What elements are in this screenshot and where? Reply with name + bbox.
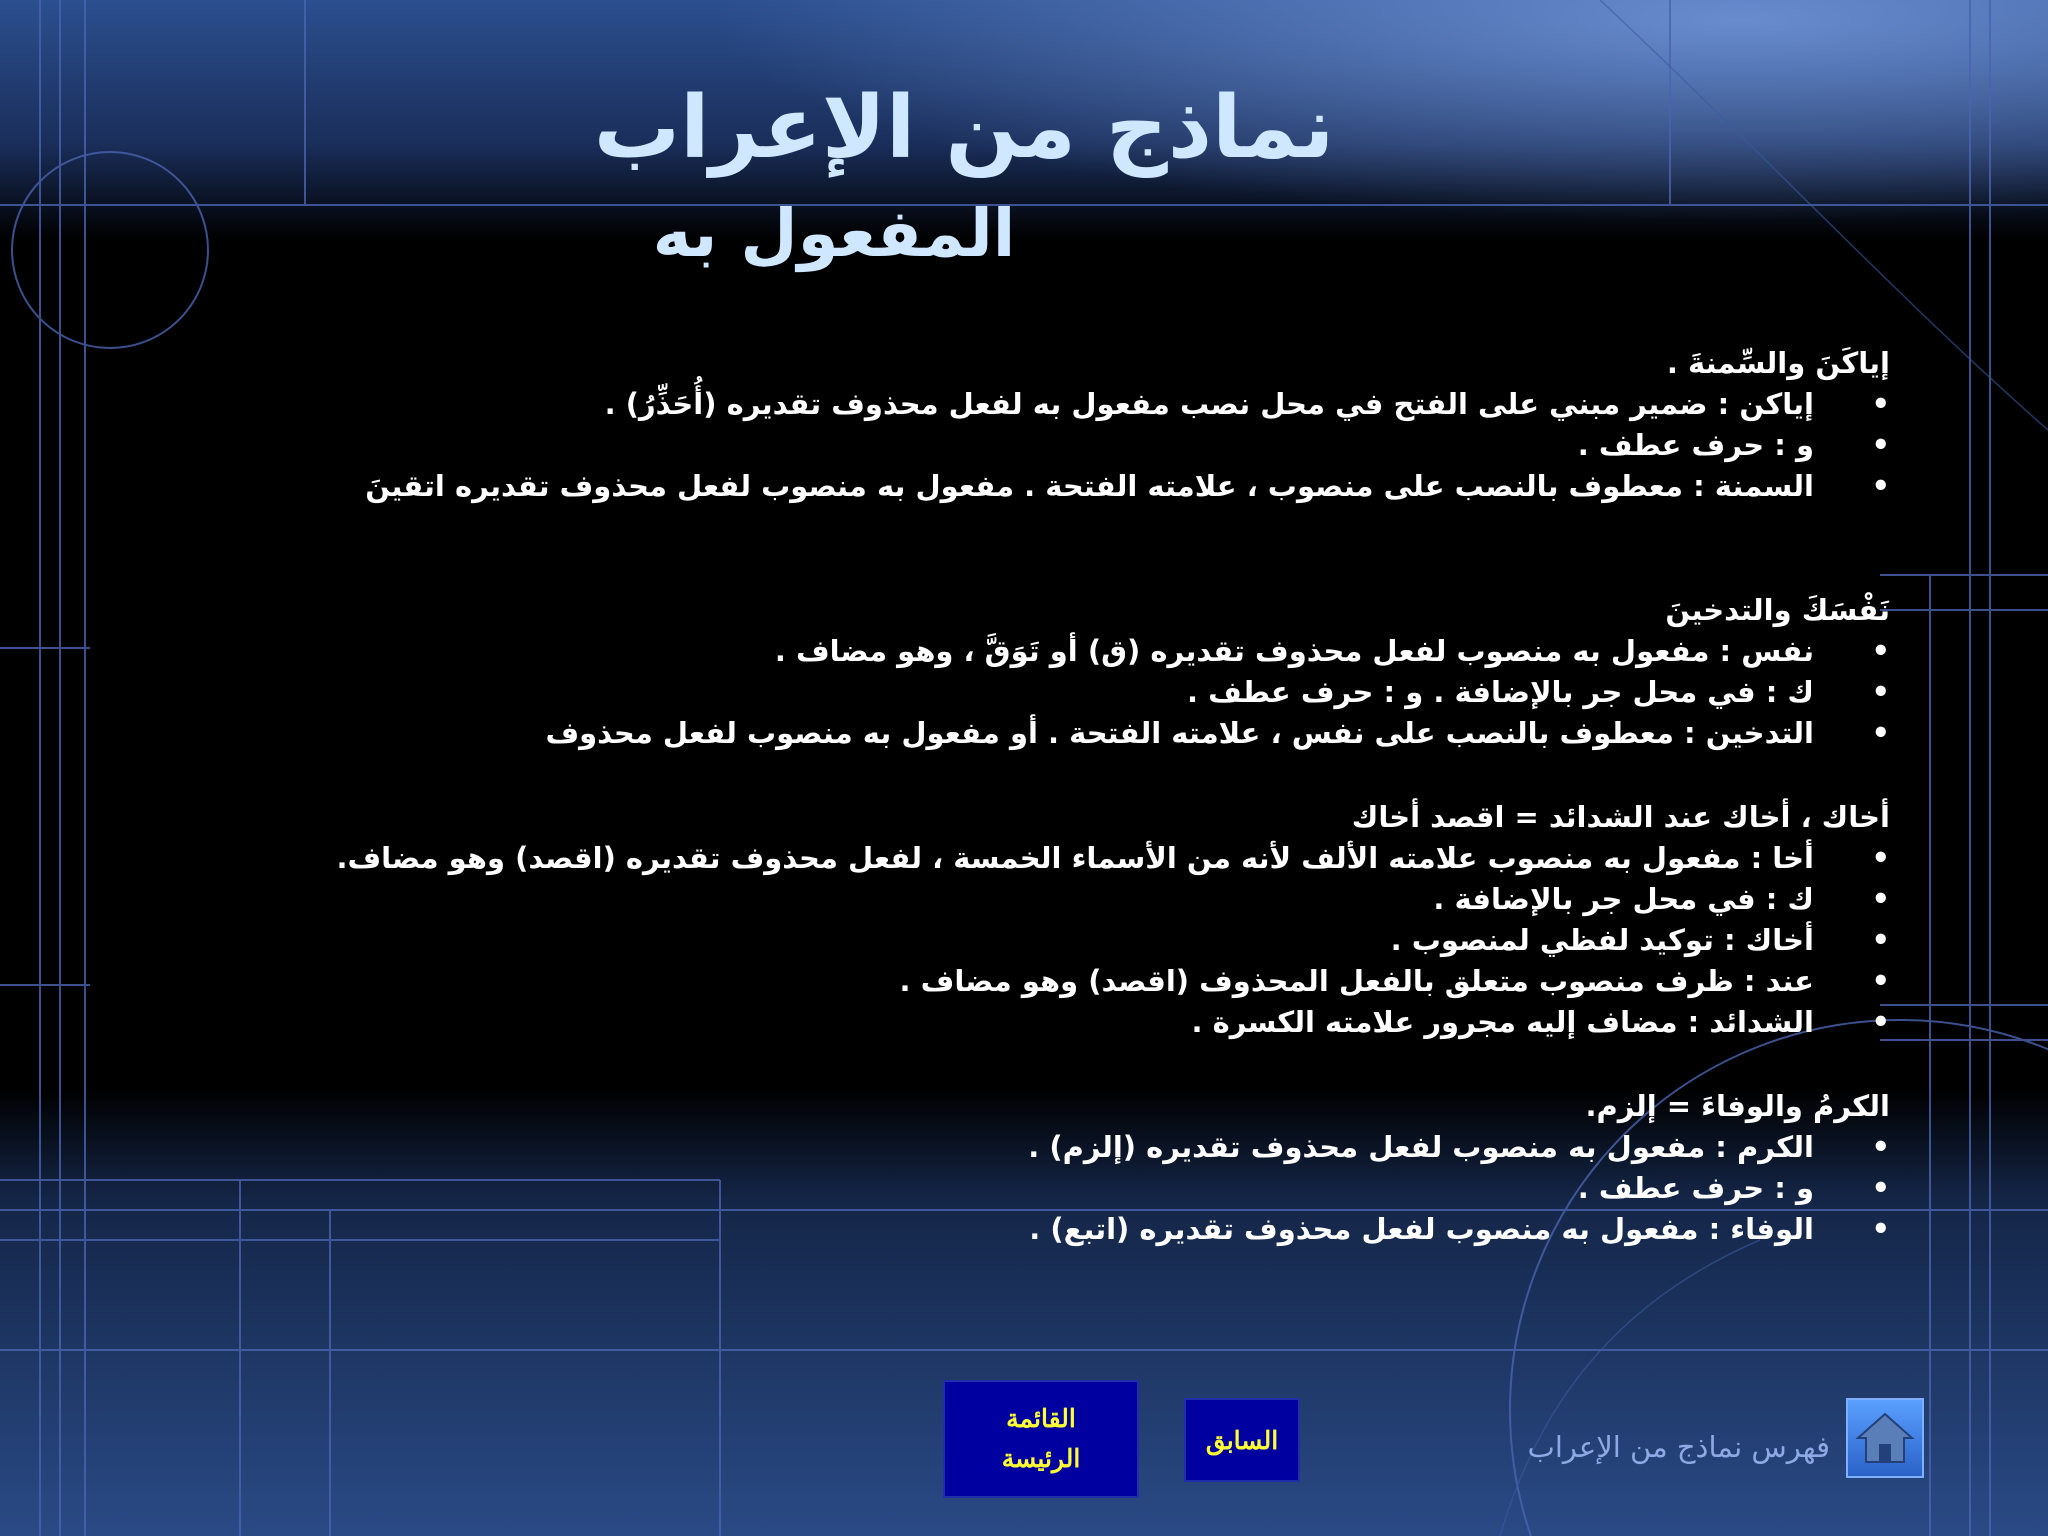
example-heading: إياكَنَ والسِّمنةَ .	[1666, 346, 1890, 380]
main-menu-button[interactable]	[943, 1380, 1139, 1498]
parsing-list	[90, 838, 1890, 1043]
page-title: نماذج من الإعراب	[593, 78, 1335, 178]
example-section	[90, 796, 1890, 1043]
list-item: • الشدائد : مضاف إليه مجرور علامته الكسرة .	[90, 1002, 1890, 1043]
main-menu-label	[1002, 1399, 1081, 1479]
example-heading: الكرمُ والوفاءَ = إلزم.	[1585, 1089, 1890, 1123]
list-item: • ك : في محل جر بالإضافة . و : حرف عطف .	[90, 672, 1890, 713]
example-section	[90, 342, 1890, 507]
list-item: • أخاك : توكيد لفظي لمنصوب .	[90, 920, 1890, 961]
list-item: • أخا : مفعول به منصوب علامته الألف لأنه من الأسماء الخمسة ، لفعل محذوف تقديره (اقصد) وهو مضاف.	[90, 838, 1890, 879]
previous-button[interactable]	[1184, 1398, 1300, 1482]
list-item: • ك : في محل جر بالإضافة .	[90, 879, 1890, 920]
main-menu-label-line1: القائمة	[1006, 1404, 1076, 1433]
list-item: • نفس : مفعول به منصوب لفعل محذوف تقديره (ق) أو تَوَقَّ ، وهو مضاف .	[90, 631, 1890, 672]
previous-label: السابق	[1205, 1425, 1279, 1455]
parsing-list	[90, 631, 1890, 754]
list-item: • الكرم : مفعول به منصوب لفعل محذوف تقديره (إلزم) .	[90, 1127, 1890, 1168]
list-item: • و : حرف عطف .	[90, 1168, 1890, 1209]
main-menu-label-line2: الرئيسة	[1001, 1444, 1081, 1473]
home-icon	[1848, 1400, 1922, 1476]
parsing-list	[90, 384, 1890, 507]
list-item: • السمنة : معطوف بالنصب على منصوب ، علامته الفتحة . مفعول به منصوب لفعل محذوف تقديره اتقينَ	[90, 466, 1890, 507]
example-section	[90, 589, 1890, 754]
list-item: • الوفاء : مفعول به منصوب لفعل محذوف تقديره (اتبع) .	[90, 1209, 1890, 1250]
page-subtitle: المفعول به	[652, 195, 1016, 272]
example-heading: نَفْسَكَ والتدخينَ	[1665, 593, 1890, 627]
index-link[interactable]: فهرس نماذج من الإعراب	[1527, 1430, 1830, 1464]
list-item: • و : حرف عطف .	[90, 425, 1890, 466]
list-item: • عند : ظرف منصوب متعلق بالفعل المحذوف (اقصد) وهو مضاف .	[90, 961, 1890, 1002]
list-item: • التدخين : معطوف بالنصب على نفس ، علامته الفتحة . أو مفعول به منصوب لفعل محذوف	[90, 713, 1890, 754]
example-section	[90, 1085, 1890, 1250]
list-item: • إياكن : ضمير مبني على الفتح في محل نصب مفعول به لفعل محذوف تقديره (أُحَذِّرُ) .	[90, 384, 1890, 425]
example-heading: أخاك ، أخاك عند الشدائد = اقصد أخاك	[1351, 800, 1890, 834]
home-button[interactable]	[1846, 1398, 1924, 1478]
parsing-list	[90, 1127, 1890, 1250]
parsing-examples	[90, 342, 1890, 1250]
